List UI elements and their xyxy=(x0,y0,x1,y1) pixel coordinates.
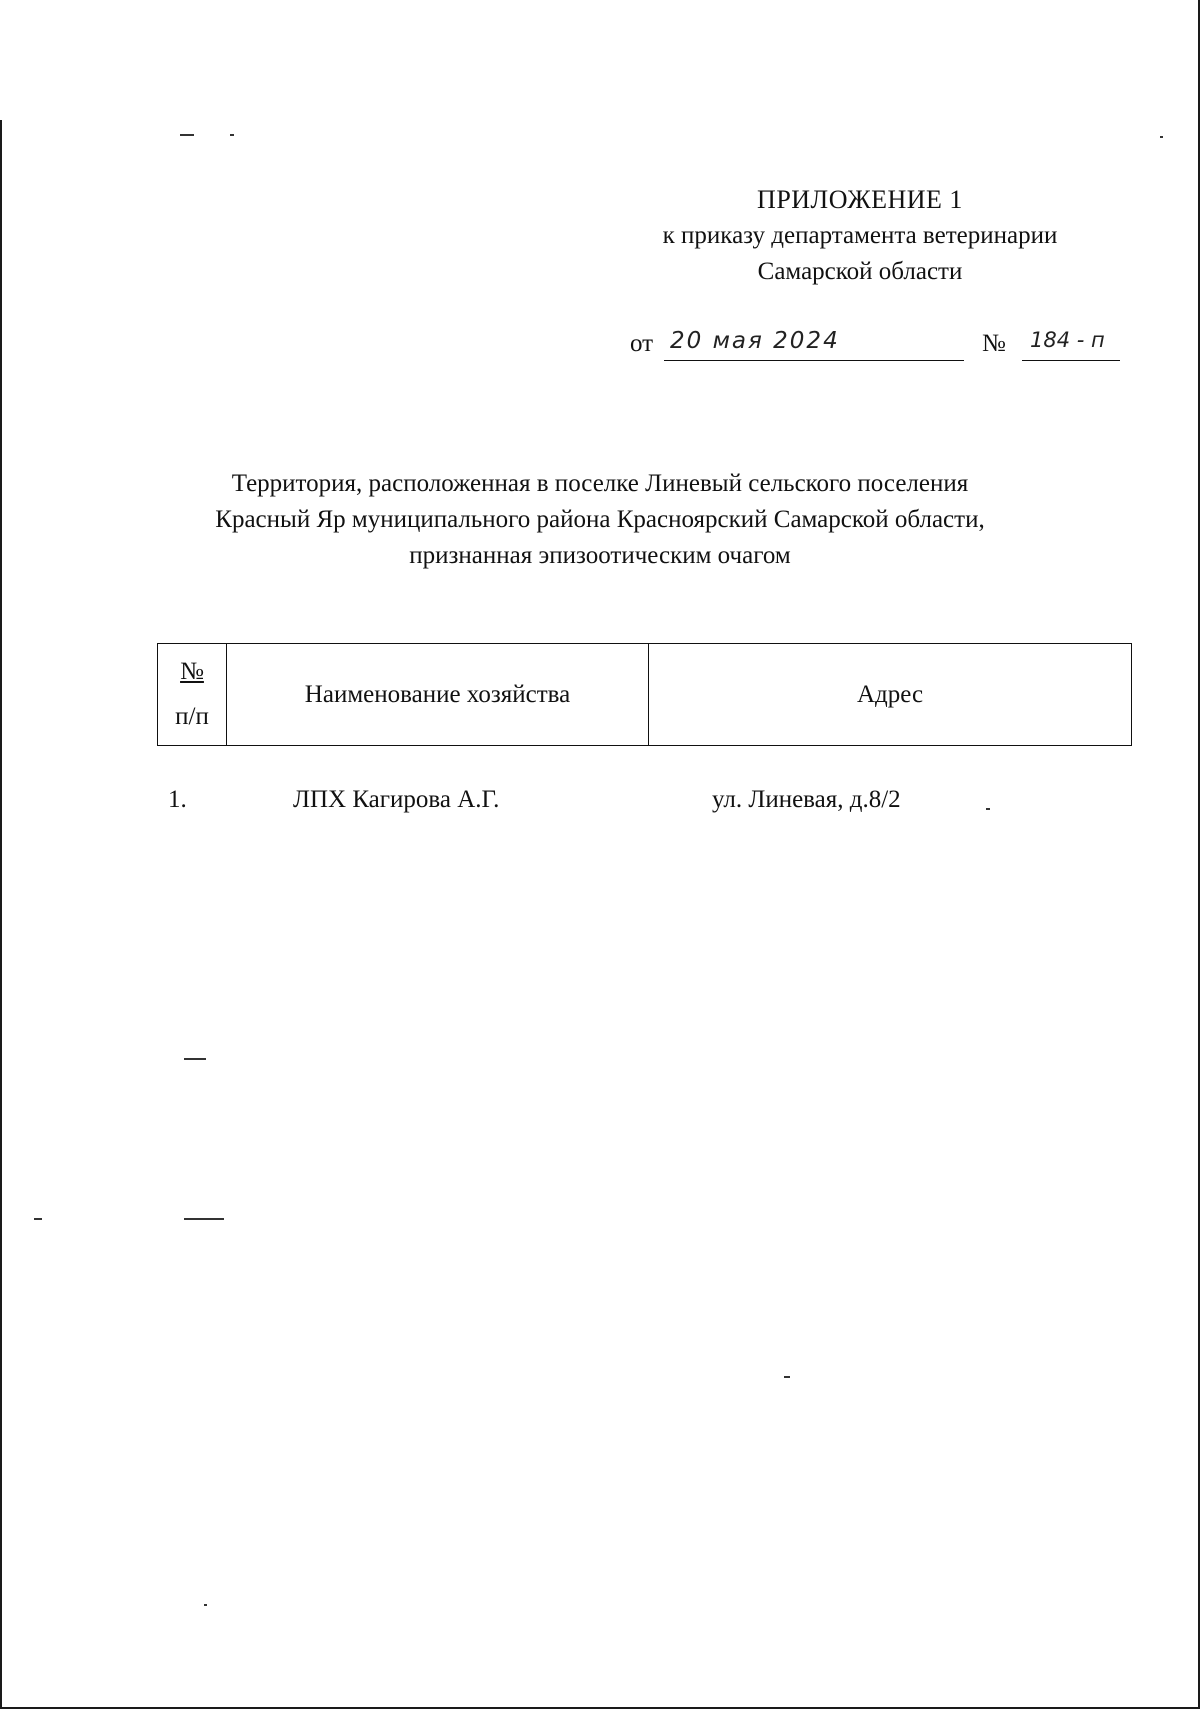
scan-speck xyxy=(784,1376,790,1378)
order-number-handwritten: 184 - п xyxy=(1030,328,1105,352)
appendix-order-ref: к приказу департамента ветеринарии xyxy=(662,222,1058,249)
scan-speck xyxy=(986,808,990,810)
header-cell-address: Адрес xyxy=(856,680,924,708)
row-address: ул. Линевая, д.8/2 xyxy=(712,786,901,813)
heading-line-3: признанная эпизоотическим очагом xyxy=(409,542,791,569)
scan-speck xyxy=(204,1604,207,1606)
territory-heading xyxy=(150,466,1050,574)
scan-speck xyxy=(34,1218,42,1220)
appendix-region: Самарской области xyxy=(757,258,963,285)
order-date-number-line xyxy=(630,328,1120,364)
order-from-label: от xyxy=(630,330,654,357)
farms-table-header xyxy=(157,643,1132,746)
order-number-label: № xyxy=(982,330,1006,357)
appendix-title: ПРИЛОЖЕНИЕ 1 xyxy=(757,185,963,214)
scan-edge-left xyxy=(0,120,2,1709)
appendix-header xyxy=(600,182,1120,290)
scan-speck xyxy=(184,1218,224,1220)
heading-line-1: Территория, расположенная в поселке Линевый сельского поселения xyxy=(231,470,969,497)
order-date-handwritten: 20 мая 2024 xyxy=(670,328,840,354)
row-farm-name: ЛПХ Кагирова А.Г. xyxy=(293,786,500,813)
heading-line-2: Красный Яр муниципального района Красноярский Самарской области, xyxy=(215,506,985,533)
header-number-pp: п/п xyxy=(175,702,209,730)
scan-speck xyxy=(180,134,194,136)
scan-speck xyxy=(1160,136,1163,138)
header-cell-number xyxy=(158,644,227,745)
header-number-sign: № xyxy=(180,658,204,686)
scan-speck xyxy=(184,1058,206,1060)
row-number: 1. xyxy=(168,786,187,813)
header-cell-farm-name: Наименование хозяйства xyxy=(227,644,649,745)
scan-speck xyxy=(230,134,234,136)
